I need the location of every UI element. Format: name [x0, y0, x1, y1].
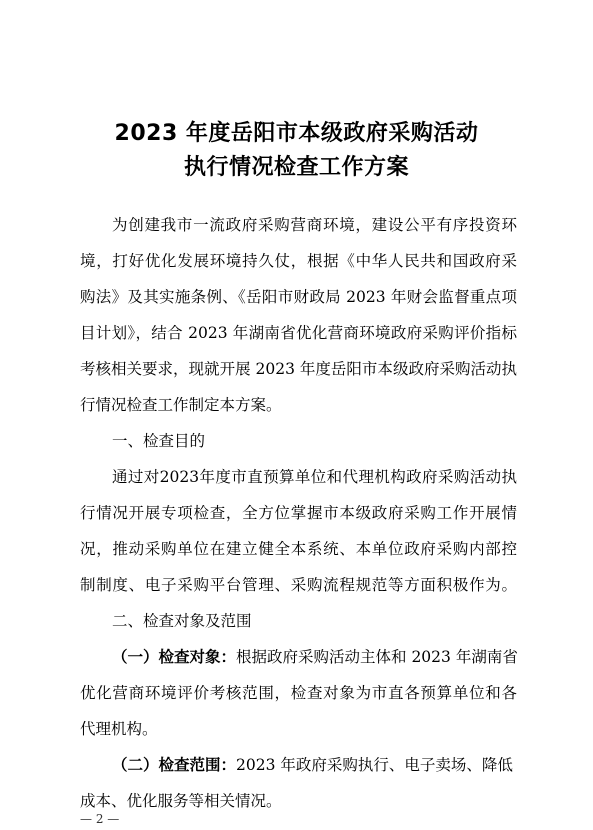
item-first-line [112, 753, 513, 775]
paragraph-line: 况，推动采购单位在建立健全本系统、本单位政府采购内部控 [80, 540, 517, 558]
page-number: — 2 — [80, 812, 120, 826]
section-heading: 一、检查目的 [112, 432, 206, 450]
document-title-line-1: 2023 年度岳阳市本级政府采购活动 [114, 121, 479, 146]
intro-line: 为创建我市一流政府采购营商环境，建设公平有序投资环 [112, 216, 517, 234]
section-heading: 二、检查对象及范围 [112, 612, 252, 630]
paragraph-line: 通过对2023年度市直预算单位和代理机构政府采购活动执 [112, 468, 517, 486]
intro-line: 境，打好优化发展环境持久仗，根据《中华人民共和国政府采 [80, 252, 517, 270]
item-label: （二）检查范围： [112, 756, 237, 774]
item-label: （一）检查对象： [112, 648, 237, 666]
intro-line: 行情况检查工作制定本方案。 [80, 396, 282, 414]
intro-line: 目计划》，结合 2023 年湖南省优化营商环境政府采购评价指标 [80, 324, 517, 342]
paragraph-line: 代理机构。 [80, 720, 158, 738]
paragraph-line: 行情况开展专项检查，全方位掌握市本级政府采购工作开展情 [80, 504, 517, 522]
paragraph-line: 优化营商环境评价考核范围，检查对象为市直各预算单位和各 [80, 684, 517, 702]
document-title-line-2: 执行情况检查工作方案 [183, 155, 409, 180]
item-first-line [112, 645, 518, 667]
item-text: 根据政府采购活动主体和 2023 年湖南省 [236, 648, 518, 666]
paragraph-line: 制制度、电子采购平台管理、采购流程规范等方面积极作为。 [80, 576, 517, 594]
item-text: 2023 年政府采购执行、电子卖场、降低 [236, 756, 513, 774]
intro-line: 考核相关要求，现就开展 2023 年度岳阳市本级政府采购活动执 [80, 360, 517, 378]
paragraph-line: 成本、优化服务等相关情况。 [80, 792, 282, 810]
intro-line: 购法》及其实施条例、《岳阳市财政局 2023 年财会监督重点项 [80, 288, 517, 306]
